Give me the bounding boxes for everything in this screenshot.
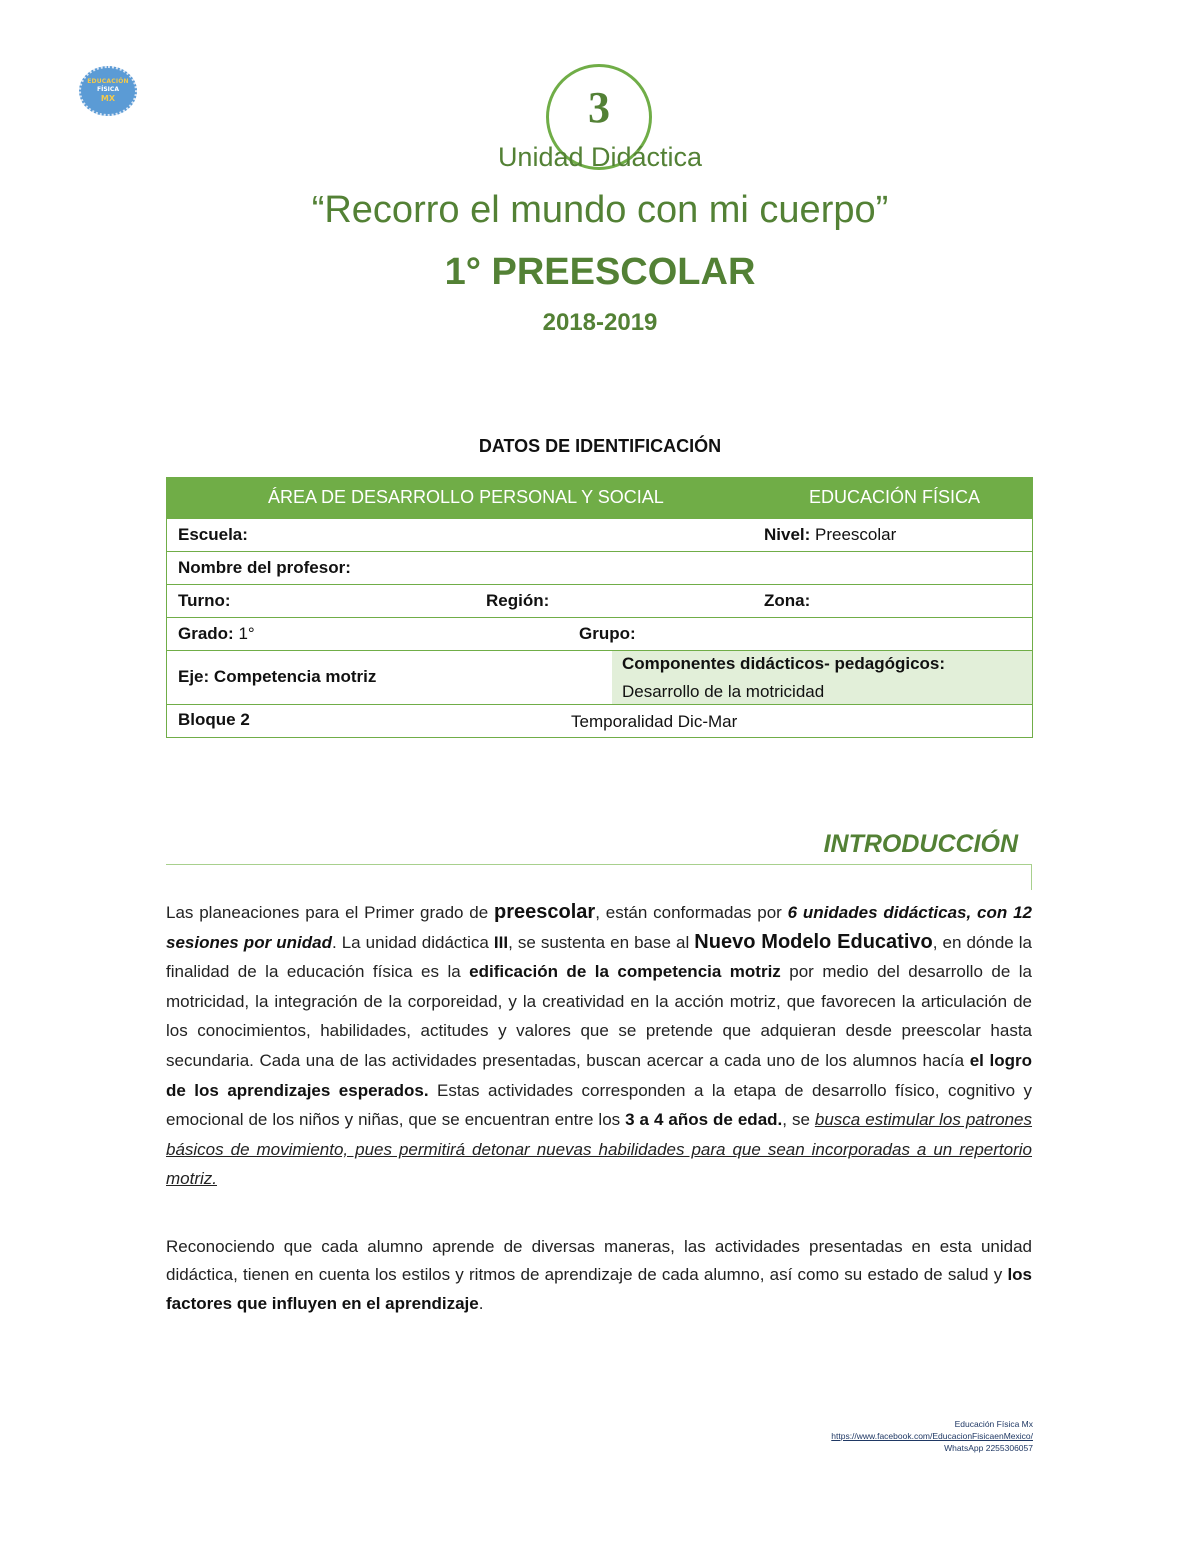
text-run: , se sustenta en base al bbox=[508, 932, 695, 952]
logo-line-3: MX bbox=[100, 94, 116, 103]
text-run: por medio del desarrollo de la motricidad, la integración de la corporeidad, y la creatividad en la acción motriz, que favorecen la articulación de los conocimientos, habilidades, actitudes y valores que se pretende que adquieran desde preescolar hasta secundaria. Cada una de las actividades presentadas, buscan acercar a cada uno de los alumnos hacía bbox=[166, 962, 1032, 1070]
components-value: Desarrollo de la motricidad bbox=[622, 682, 825, 701]
document-year: 2018-2019 bbox=[542, 309, 658, 336]
subject-header: EDUCACIÓN FÍSICA bbox=[809, 487, 981, 507]
introduction-rule bbox=[166, 864, 1032, 865]
grade-label: Grado: bbox=[178, 624, 234, 643]
grade-field bbox=[178, 624, 255, 644]
area-header: ÁREA DE DESARROLLO PERSONAL Y SOCIAL bbox=[268, 487, 664, 507]
introduction-heading: INTRODUCCIÓN bbox=[823, 830, 1018, 858]
table-row bbox=[167, 618, 1032, 651]
text-run: , se bbox=[782, 1110, 815, 1130]
level-value: Preescolar bbox=[810, 525, 897, 544]
text-run: . La unidad didáctica bbox=[331, 932, 494, 952]
text-run: , están conformadas por bbox=[595, 903, 788, 922]
logo bbox=[79, 66, 137, 116]
axis-label: Eje: bbox=[178, 667, 210, 686]
unit-label: Unidad Didáctica bbox=[497, 142, 703, 172]
text-run-bold: los factores que influyen en el aprendizaje bbox=[166, 1265, 1032, 1313]
identification-table bbox=[166, 477, 1033, 738]
axis-field bbox=[178, 667, 376, 687]
text-run-bold: III bbox=[493, 932, 509, 952]
footer-whatsapp: WhatsApp 2255306057 bbox=[944, 1443, 1033, 1453]
text-run-bold: Nuevo Modelo Educativo bbox=[694, 930, 933, 953]
text-run-underlined: busca estimular los patrones básicos de movimiento, pues permitirá detonar nuevas habilidades para que sean incorporadas a un repertorio motriz. bbox=[166, 1110, 1033, 1189]
introduction-paragraph-1 bbox=[166, 898, 1032, 1194]
text-run-bold: preescolar bbox=[494, 901, 596, 923]
document-title: “Recorro el mundo con mi cuerpo” bbox=[311, 189, 889, 231]
footer-link[interactable]: https://www.facebook.com/EducacionFisicaenMexico/ bbox=[831, 1431, 1033, 1441]
table-row bbox=[167, 552, 1032, 585]
table-row bbox=[167, 519, 1032, 552]
logo-line-1: EDUCACIÓN bbox=[87, 78, 129, 85]
level-label: Nivel: bbox=[764, 525, 811, 544]
table-row bbox=[167, 585, 1032, 618]
axis-value: Competencia motriz bbox=[209, 667, 377, 686]
level-field bbox=[764, 525, 896, 545]
introduction-rule-tick bbox=[1031, 864, 1032, 890]
components-label: Componentes didácticos- pedagógicos: bbox=[622, 654, 946, 673]
group-label: Grupo: bbox=[579, 624, 636, 643]
identification-heading: DATOS DE IDENTIFICACIÓN bbox=[478, 436, 722, 456]
temporality-value: Temporalidad Dic-Mar bbox=[571, 712, 738, 731]
text-run-bold: el logro de los aprendizajes esperados. bbox=[166, 1050, 1032, 1100]
zone-label: Zona: bbox=[764, 591, 811, 610]
region-label: Región: bbox=[486, 591, 550, 610]
shift-label: Turno: bbox=[178, 591, 231, 610]
table-row bbox=[167, 651, 1032, 705]
block-label: Bloque 2 bbox=[178, 710, 250, 729]
text-run: Reconociendo que cada alumno aprende de diversas maneras, las actividades presentadas en esta unidad didáctica, tienen en cuenta los estilos y ritmos de aprendizaje de cada alumno, así como su estado de salud y bbox=[166, 1237, 1032, 1285]
document-grade: 1° PREESCOLAR bbox=[444, 251, 756, 293]
text-run: , en dónde la finalidad de la educación física es la bbox=[166, 932, 1032, 982]
text-run-bold-italic: 6 unidades didácticas, con 12 sesiones por unidad bbox=[166, 903, 1032, 952]
school-label: Escuela: bbox=[178, 525, 248, 544]
table-row bbox=[167, 705, 1032, 737]
table-header-row bbox=[167, 478, 1032, 519]
teacher-label: Nombre del profesor: bbox=[178, 558, 351, 577]
footer bbox=[700, 1418, 1033, 1454]
text-run: Las planeaciones para el Primer grado de bbox=[166, 903, 495, 922]
logo-line-2: FÍSICA bbox=[97, 86, 119, 93]
introduction-paragraph-2 bbox=[166, 1233, 1032, 1318]
footer-name: Educación Física Mx bbox=[954, 1419, 1033, 1429]
unit-number: 3 bbox=[588, 83, 610, 132]
text-run: Estas actividades corresponden a la etapa de desarrollo físico, cognitivo y emocional de los niños y niñas, que se encuentran entre los bbox=[166, 1080, 1033, 1130]
text-run: . bbox=[478, 1293, 484, 1313]
text-run-bold: edificación de la competencia motriz bbox=[469, 962, 781, 982]
text-run-bold: 3 a 4 años de edad. bbox=[625, 1110, 783, 1130]
grade-value: 1° bbox=[233, 624, 255, 643]
